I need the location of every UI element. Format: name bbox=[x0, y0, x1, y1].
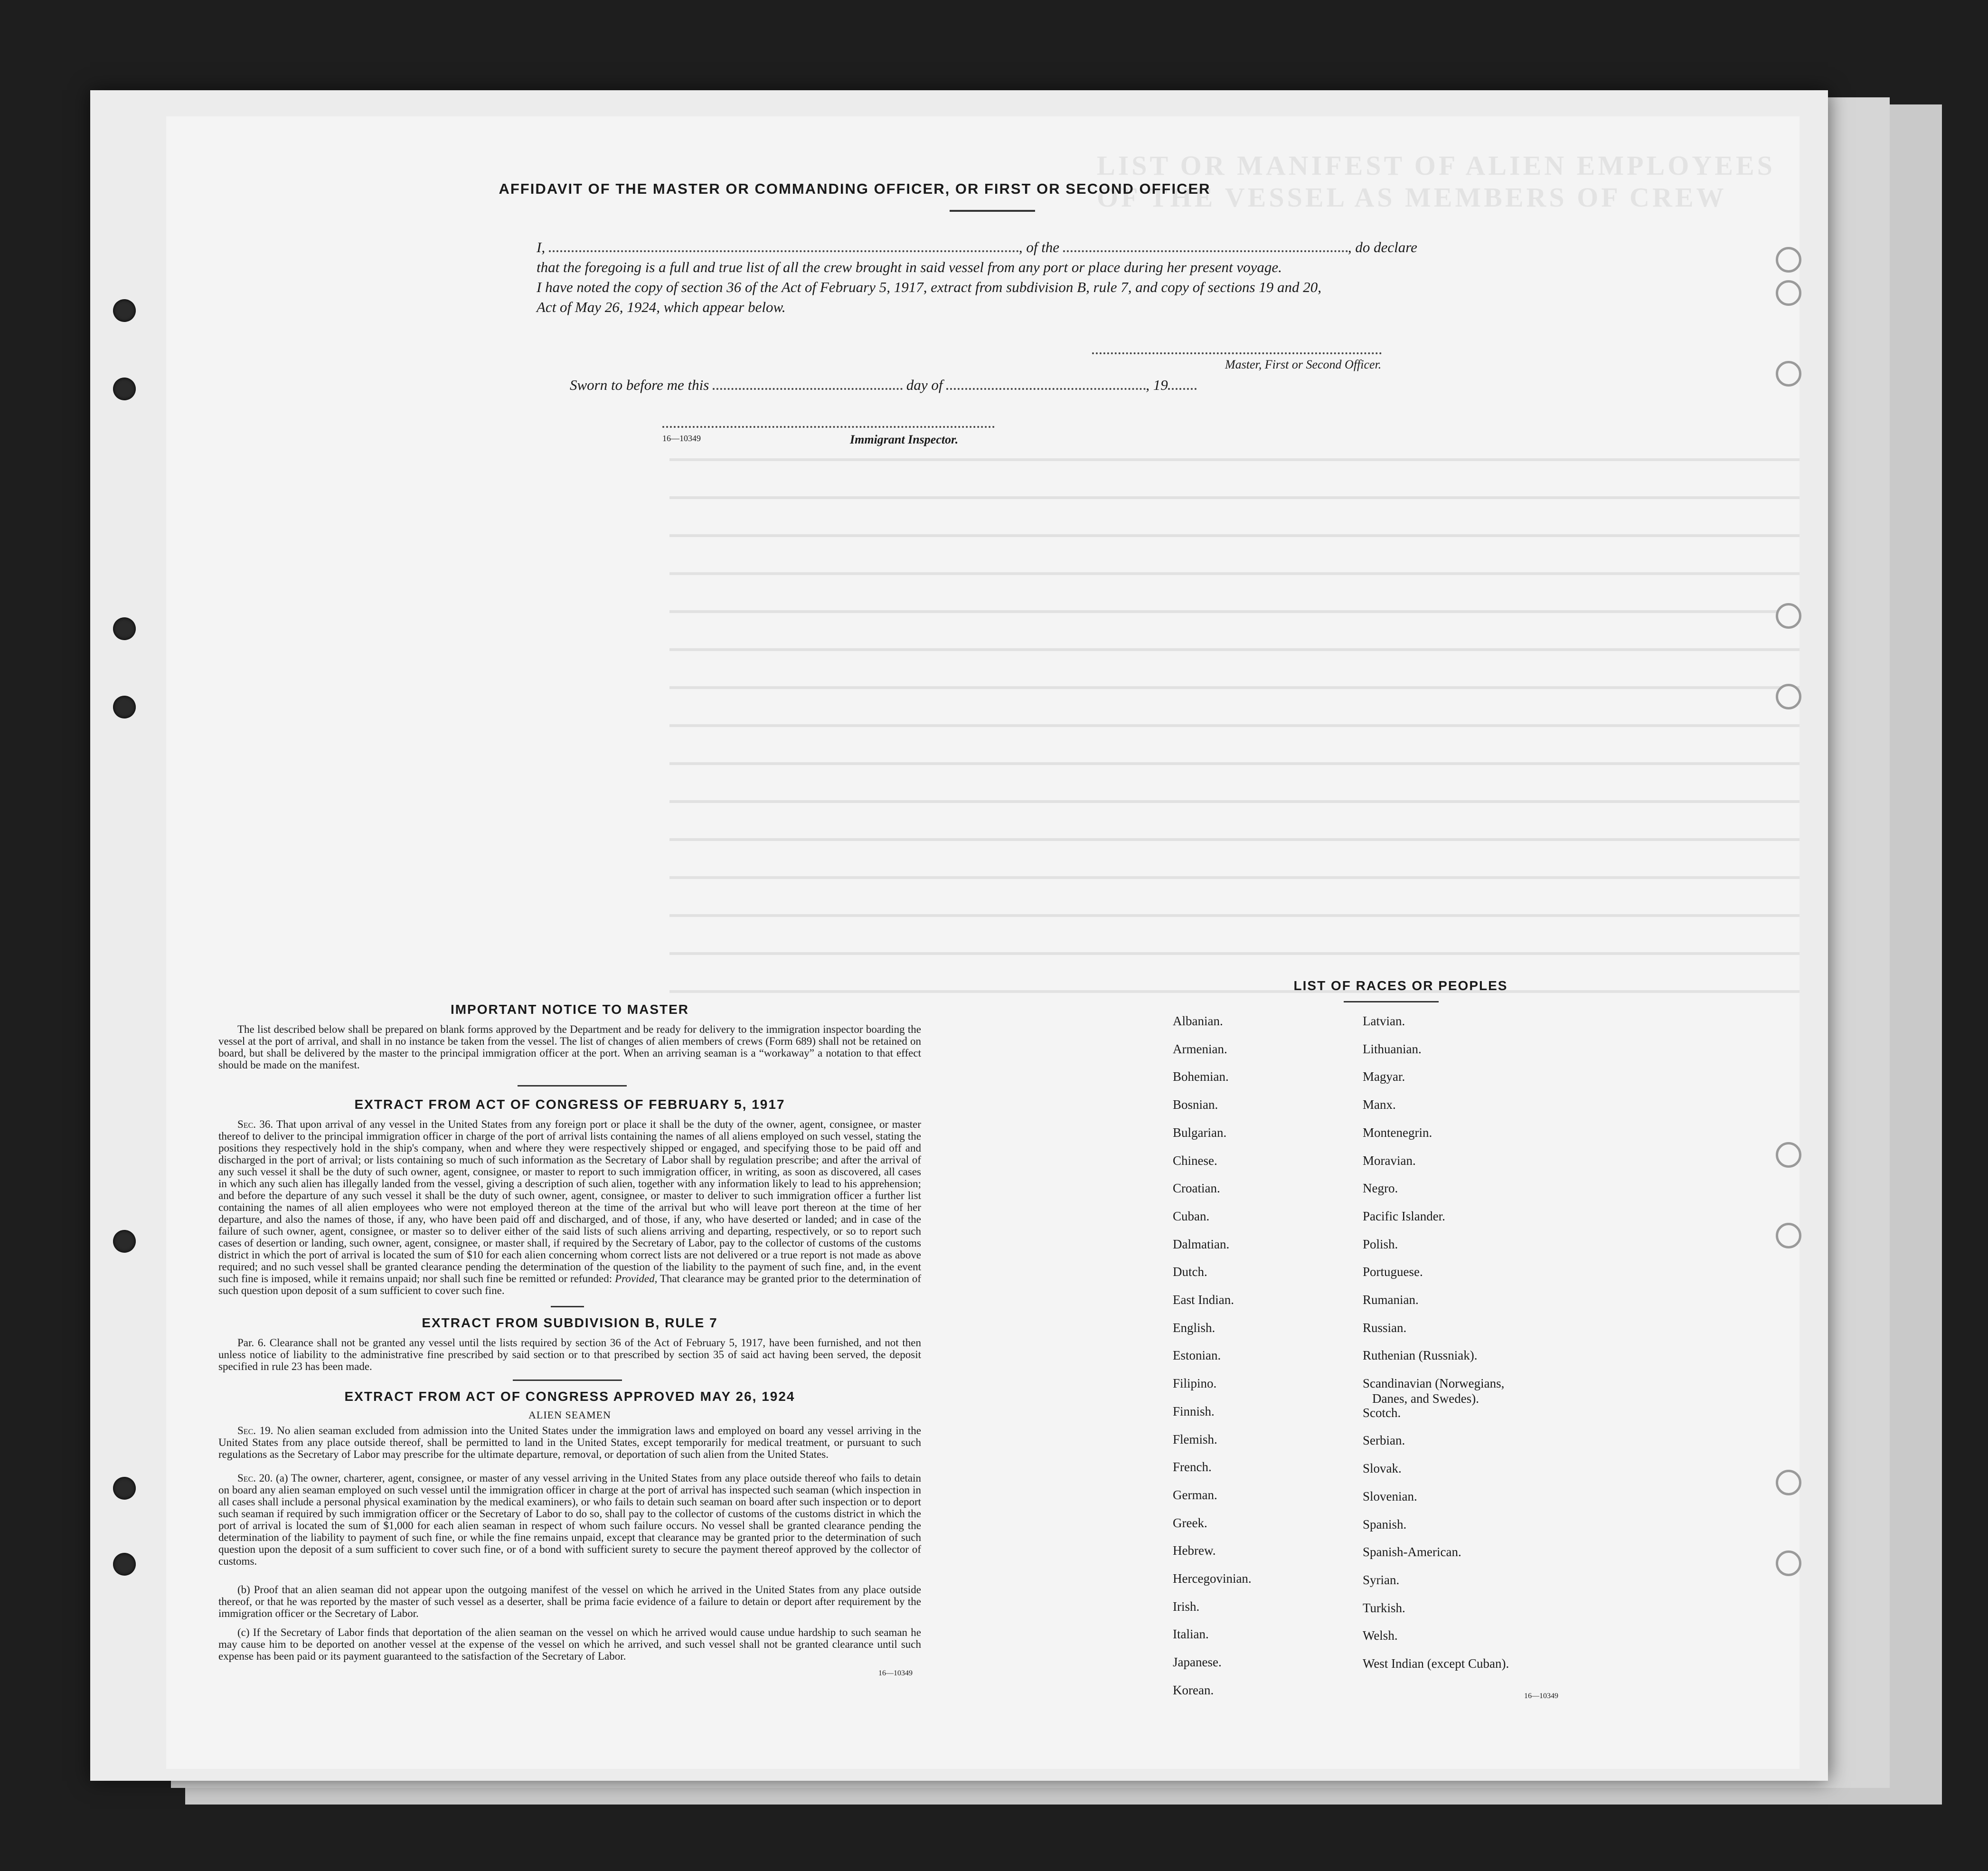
manifest-sheet bbox=[166, 116, 1800, 1769]
divider bbox=[513, 1380, 622, 1381]
binder-hole bbox=[113, 299, 136, 322]
extract-1924-title: EXTRACT FROM ACT OF CONGRESS APPROVED MAY 26, 1924 bbox=[344, 1389, 795, 1404]
binder-ring bbox=[1776, 1470, 1801, 1495]
race-item: Armenian. bbox=[1173, 1041, 1227, 1056]
binder-ring bbox=[1776, 603, 1801, 629]
binder-ring bbox=[1776, 1550, 1801, 1576]
extract-1924-subtitle: ALIEN SEAMEN bbox=[528, 1409, 611, 1421]
extract-rule7-title: EXTRACT FROM SUBDIVISION B, RULE 7 bbox=[422, 1315, 718, 1330]
race-item: Cuban. bbox=[1173, 1209, 1210, 1223]
race-item: Finnish. bbox=[1173, 1404, 1215, 1418]
extract-rule7-body: Par. 6. Clearance shall not be granted any vessel until the lists required by section 36 of the Act of February 5, 1917, have been furnished, and not then unless notice of liability to the administrative fine prescribed by said section or to that prescribed by section 35 of said act having been served, the deposit specified in rule 23 has been made. bbox=[218, 1337, 921, 1372]
extract-1924-sec20b: (b) Proof that an alien seaman did not appear upon the outgoing manifest of the vessel on which he arrived in the United States from any place outside thereof, or that he was reported by the master of such vessel as a deserter, shall be prima facie evidence of a failure to detain or deport after requirement by the immigration officer or the Secretary of Labor. bbox=[218, 1584, 921, 1619]
race-item: Manx. bbox=[1363, 1097, 1396, 1112]
form-number: 16—10349 bbox=[878, 1669, 913, 1677]
extract-1917-title: EXTRACT FROM ACT OF CONGRESS OF FEBRUARY 5, 1917 bbox=[354, 1097, 785, 1112]
race-item: Slovak. bbox=[1363, 1461, 1402, 1476]
divider bbox=[518, 1085, 627, 1087]
race-item: Serbian. bbox=[1363, 1433, 1405, 1448]
race-item: Portuguese. bbox=[1363, 1265, 1423, 1279]
race-item: German. bbox=[1173, 1487, 1217, 1502]
declaration-line-1: I, , of the , do declare bbox=[537, 239, 1417, 255]
race-item: Pacific Islander. bbox=[1363, 1209, 1445, 1223]
declaration-line-4: Act of May 26, 1924, which appear below. bbox=[537, 299, 786, 315]
binder-ring bbox=[1776, 684, 1801, 709]
race-item: Spanish-American. bbox=[1363, 1545, 1461, 1559]
race-item: Estonian. bbox=[1173, 1348, 1221, 1363]
vessel-blank[interactable] bbox=[1063, 250, 1348, 252]
binder-hole bbox=[113, 378, 136, 400]
races-title: LIST OF RACES OR PEOPLES bbox=[1293, 978, 1508, 993]
notice-title: IMPORTANT NOTICE TO MASTER bbox=[450, 1002, 689, 1017]
signature-line[interactable] bbox=[1092, 352, 1382, 354]
binder-ring bbox=[1776, 280, 1801, 306]
binder-hole bbox=[113, 1553, 136, 1576]
binder-hole bbox=[113, 617, 136, 640]
races-right-column bbox=[1363, 1014, 1657, 1688]
divider bbox=[950, 210, 1035, 212]
binder-ring bbox=[1776, 1223, 1801, 1248]
race-item: Polish. bbox=[1363, 1237, 1398, 1251]
extract-1924-sec19: Sec. 19. No alien seaman excluded from admission into the United States under the immigration laws and employed on board any vessel arriving in the United States from any place outside thereof, shall be permitted to land in the United States, except temporarily for medical treatment, or pursuant to such regulations as the Secretary of Labor may prescribe for the ultimate departure, removal, or deportation of such alien from the United States. bbox=[218, 1425, 922, 1460]
inspector-signature-line[interactable] bbox=[662, 426, 995, 428]
binder-ring bbox=[1776, 1142, 1801, 1168]
notice-body: The list described below shall be prepared on blank forms approved by the Department and be ready for delivery to the immigration inspector boarding the vessel at the port of arrival, and shall in no instance be taken from the vessel. The list of changes of alien members of crews (Form 689) shall not be retained on board, but shall be delivered by the master to the principal immigration officer at the port. When an arriving seaman is a “workaway” a notation to that effect should be made on the manifest. bbox=[218, 1023, 921, 1071]
sworn-month-blank[interactable] bbox=[946, 388, 1146, 390]
binder-hole bbox=[113, 1477, 136, 1500]
race-item: Hercegovinian. bbox=[1173, 1571, 1252, 1586]
race-item: Dutch. bbox=[1173, 1265, 1207, 1279]
race-item: Chinese. bbox=[1173, 1153, 1217, 1168]
race-item: Japanese. bbox=[1173, 1655, 1222, 1670]
race-item: Ruthenian (Russniak). bbox=[1363, 1348, 1478, 1363]
race-item: Welsh. bbox=[1363, 1628, 1398, 1643]
race-item: Flemish. bbox=[1173, 1432, 1217, 1446]
bleed-through: LIST OR MANIFEST OF ALIEN EMPLOYEES OF THE VESSEL AS MEMBERS OF CREW bbox=[195, 116, 1800, 1769]
race-item: Greek. bbox=[1173, 1515, 1207, 1530]
extract-1924-sec20c: (c) If the Secretary of Labor finds that deportation of the alien seaman on the vessel on which he arrived would cause undue hardship to such seaman he may cause him to be deported on another vessel at the expense of the vessel on which he arrived, and such vessel shall not be granted clearance until such expense has been paid or its payment guaranteed to the satisfaction of the Secretary of Labor. bbox=[218, 1626, 921, 1662]
races-left-column bbox=[1173, 1014, 1363, 1697]
race-item: Albanian. bbox=[1173, 1014, 1223, 1028]
race-item: West Indian (except Cuban). bbox=[1363, 1656, 1509, 1671]
race-item: Negro. bbox=[1363, 1181, 1398, 1196]
form-number: 16—10349 bbox=[1524, 1692, 1558, 1700]
binder-hole bbox=[113, 696, 136, 718]
sworn-day-blank[interactable] bbox=[713, 388, 903, 390]
race-item: Filipino. bbox=[1173, 1376, 1217, 1391]
name-blank[interactable] bbox=[549, 250, 1019, 252]
race-item: Bosnian. bbox=[1173, 1097, 1218, 1112]
race-item: Croatian. bbox=[1173, 1181, 1220, 1196]
affidavit-declaration bbox=[537, 237, 1477, 317]
divider bbox=[551, 1306, 584, 1307]
divider bbox=[1344, 1001, 1439, 1002]
extract-1924-sec20a: Sec. 20. (a) The owner, charterer, agent, consignee, or master of any vessel arriving in the United States from any place outside thereof who fails to detain on board any alien seaman employed on such vessel until the immigration officer in charge at the port of arrival has inspected such seaman (which inspection in all cases shall include a personal physical examination by the medical examiners), or who fails to detain such seaman on board after such inspection or to deport such seaman if required by such immigration officer or the Secretary of Labor to do so, shall pay to the collector of customs of the customs district in which the port of arrival is located the sum of $1,000 for each alien seaman in respect of whom such failure occurs. No vessel shall be granted clearance pending the determination of the liability to payment of such fine, or while the fine remains unpaid, except that clearance may be granted prior to the determination of such question upon the deposit of a sum sufficient to cover such fine, or of a bond with sufficient surety to secure the payment thereof approved by the collector of customs. bbox=[218, 1472, 921, 1567]
race-item: Dalmatian. bbox=[1173, 1237, 1230, 1251]
race-item: Latvian. bbox=[1363, 1014, 1405, 1028]
race-item: Scotch. bbox=[1363, 1405, 1401, 1420]
declaration-line-3: I have noted the copy of section 36 of the Act of February 5, 1917, extract from subdivision B, rule 7, and copy of sections 19 and 20, bbox=[537, 279, 1322, 295]
race-item: Bulgarian. bbox=[1173, 1125, 1227, 1140]
race-item: Scandinavian (Norwegians, bbox=[1363, 1376, 1505, 1391]
binder-ring bbox=[1776, 361, 1801, 387]
sworn-line: Sworn to before me this day of , 19 bbox=[570, 375, 1472, 395]
race-item: Russian. bbox=[1363, 1320, 1407, 1335]
race-item: Lithuanian. bbox=[1363, 1041, 1422, 1056]
race-item: Moravian. bbox=[1363, 1153, 1416, 1168]
race-item: English. bbox=[1173, 1320, 1215, 1335]
inspector-caption: Immigrant Inspector. bbox=[850, 433, 959, 446]
race-item: Irish. bbox=[1173, 1599, 1200, 1614]
race-item: East Indian. bbox=[1173, 1293, 1234, 1307]
form-number: 16—10349 bbox=[662, 434, 701, 443]
race-item: Montenegrin. bbox=[1363, 1125, 1432, 1140]
extract-1917-body: Sec. 36. That upon arrival of any vessel in the United States from any foreign port or place it shall be the duty of the owner, agent, consignee, or master thereof to deliver to the principal immigration officer in charge of the port of arrival lists containing the names of all aliens employed on such vessel, stating the positions they respectively hold in the ship's company, when and where they were respectively shipped or engaged, and specifying those to be paid off and discharged in the port of arrival; or lists containing so much of such information as the Secretary of Labor shall by regulation prescribe; and after the arrival of any such vessel it shall be the duty of such owner, agent, consignee, or master to report to such immigration officer, in writing, as soon as discovered, all cases in which any such alien has illegally landed from the vessel, giving a description of such alien, together with any information likely to lead to his apprehension; and before the departure of any such vessel it shall be the duty of such owner, agent, consignee, or master to deliver to such immigration officer a further list containing the names of all alien employees who were not employed thereon at the time of the arrival but who will leave port thereon at the time of her departure, and also the names of those, if any, who have been paid off and discharged, and of those, if any, who have deserted or landed; and in case of the failure of such owner, agent, consignee, or master so to deliver either of the said lists of such aliens arriving and departing, respectively, or so to report such cases of desertion or landing, such owner, agent, consignee, or master shall, if required by the Secretary of Labor, pay to the collector of customs of the customs district in which the port of arrival is located the sum of $10 for each alien concerning whom correct lists are not delivered or a true report is not made as above required; and no such vessel shall be granted clearance pending the determination of the question of the liability to the payment of such fine, and, in the event such fine is imposed, while it remains unpaid; nor shall such fine be remitted or refunded: Provided, That clearance may be granted prior to the determination of such question upon deposit of a sum sufficient to cover such fine. bbox=[218, 1118, 921, 1296]
signature-caption: Master, First or Second Officer. bbox=[1225, 358, 1382, 371]
binder-ring bbox=[1776, 247, 1801, 273]
race-item: Bohemian. bbox=[1173, 1069, 1229, 1084]
race-item: Magyar. bbox=[1363, 1069, 1405, 1084]
race-item: Hebrew. bbox=[1173, 1543, 1216, 1558]
declaration-line-2: that the foregoing is a full and true list of all the crew brought in said vessel from any port or place during her present voyage. bbox=[537, 259, 1282, 275]
race-item: French. bbox=[1173, 1460, 1212, 1474]
race-item: Spanish. bbox=[1363, 1517, 1407, 1531]
affidavit-title: AFFIDAVIT OF THE MASTER OR COMMANDING OFFICER, OR FIRST OR SECOND OFFICER bbox=[499, 180, 1211, 197]
race-item: Rumanian. bbox=[1363, 1293, 1419, 1307]
race-item: Korean. bbox=[1173, 1682, 1214, 1697]
binder-hole bbox=[113, 1230, 136, 1253]
race-item: Syrian. bbox=[1363, 1572, 1400, 1587]
race-item: Danes, and Swedes). bbox=[1372, 1391, 1479, 1406]
sworn-year-blank[interactable] bbox=[1168, 388, 1197, 390]
race-item: Italian. bbox=[1173, 1627, 1209, 1642]
race-item: Slovenian. bbox=[1363, 1489, 1417, 1503]
race-item: Turkish. bbox=[1363, 1600, 1405, 1615]
